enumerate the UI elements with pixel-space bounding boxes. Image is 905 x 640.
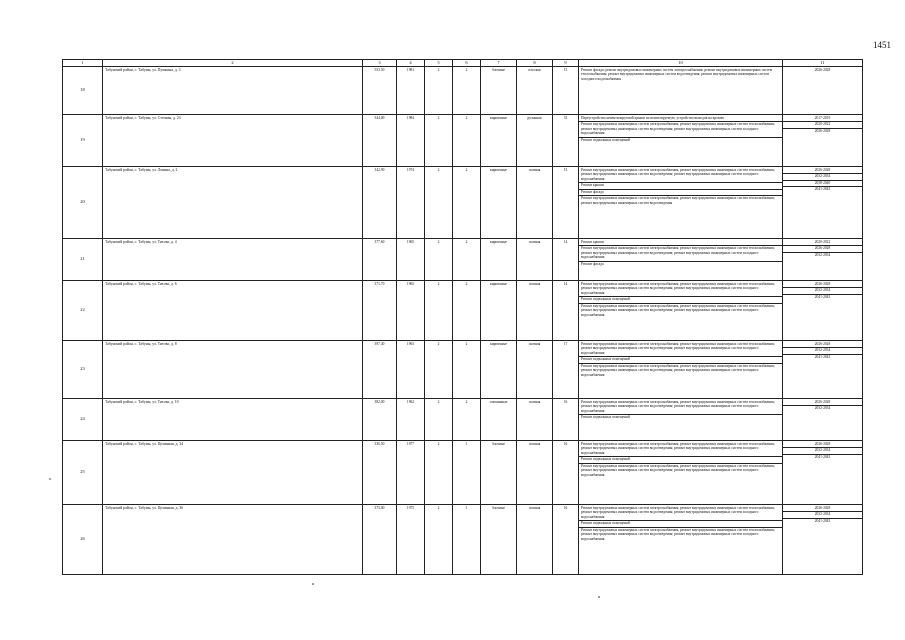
flats-cell: 16: [553, 440, 579, 504]
floors-cell: 2: [425, 238, 453, 280]
works-cell: [579, 166, 783, 238]
area-cell: 553,50: [363, 66, 397, 114]
col-num: 3: [363, 60, 397, 67]
work-item: Ремонт крыши: [579, 183, 782, 190]
area-cell: 382,00: [363, 398, 397, 440]
wall-material-cell: кирпичные: [481, 238, 517, 280]
address-cell: Табунский район, с. Табуны, ул. Титова, д. 8: [103, 340, 363, 398]
wall-material-cell: кирпичные: [481, 280, 517, 340]
work-item: Переустройство невентилируемой крыши на вентилируемую, устройство выходов на кровлю: [579, 116, 782, 123]
work-item: Ремонт внутридомовых инженерных систем электроснабжения; ремонт внутридомовых инженерных систем теплоснабжения; ремонт внутридомовых инженерных систем водоотведения; ремонт внутридомовых инженерных систем холодного водоснабжения: [579, 506, 782, 521]
row-number: 26: [63, 504, 103, 574]
col-num: 5: [425, 60, 453, 67]
years-cell: [783, 114, 863, 166]
repair-period: 2017-2019: [783, 116, 862, 123]
scan-speck: [49, 478, 51, 480]
years-cell: [783, 66, 863, 114]
roof-type-cell: рулонная: [517, 114, 553, 166]
address-cell: Табунский район, с. Табуны, ул. Целинная, д. 34: [103, 440, 363, 504]
works-cell: [579, 440, 783, 504]
scan-speck: [312, 583, 314, 585]
repair-period: 2026-2028: [783, 400, 862, 407]
repair-period: 2032-2034: [783, 512, 862, 519]
flats-cell: 14: [553, 238, 579, 280]
table-row: [63, 166, 863, 238]
row-number: 23: [63, 340, 103, 398]
col-num: 1: [63, 60, 103, 67]
col-num: 8: [517, 60, 553, 67]
years-cell: [783, 504, 863, 574]
works-cell: [579, 238, 783, 280]
work-item: Ремонт внутридомовых инженерных систем электроснабжения; ремонт внутридомовых инженерных систем теплоснабжения; ремонт внутридомовых инженерных систем водоотведения; ремонт внутридомовых инженерных систем холодного водоснабжения: [579, 442, 782, 457]
repair-period: 2026-2028: [783, 342, 862, 349]
build-year-cell: 1984: [397, 114, 425, 166]
wall-material-cell: кирпичные: [481, 166, 517, 238]
roof-type-cell: скатная: [517, 166, 553, 238]
area-cell: 377,60: [363, 238, 397, 280]
area-cell: 373,00: [363, 504, 397, 574]
work-item: Ремонт подвальных помещений: [579, 357, 782, 364]
row-number: 24: [63, 398, 103, 440]
area-cell: 344,00: [363, 114, 397, 166]
works-cell: [579, 280, 783, 340]
build-year-cell: 1975: [397, 504, 425, 574]
wall-material-cell: смешанные: [481, 398, 517, 440]
repair-period: 2026-2028: [814, 128, 831, 133]
work-item: Ремонт внутридомовых инженерных систем электроснабжения; ремонт внутридомовых инженерных систем теплоснабжения; ремонт внутридомовых инженерных систем водоотведения; ремонт внутридомовых инженерных систем холодного водоснабжения: [579, 168, 782, 183]
work-item: Ремонт подвальных помещений: [579, 457, 782, 464]
address-cell: Табунский район, с. Табуны, ул. Целинная, д. 36: [103, 504, 363, 574]
build-year-cell: 1974: [397, 166, 425, 238]
repair-period: 2026-2028: [783, 506, 862, 513]
entrances-cell: 2: [453, 166, 481, 238]
works-cell: [579, 340, 783, 398]
repair-period: 2041-2043: [814, 294, 831, 299]
works-cell: [579, 398, 783, 440]
years-cell: [783, 238, 863, 280]
flats-cell: 16: [553, 398, 579, 440]
work-item: Ремонт фасада: [581, 261, 604, 266]
repair-period: 2032-2034: [783, 174, 862, 181]
roof-type-cell: скатная: [517, 504, 553, 574]
repair-period: 2020-2022: [783, 240, 862, 247]
entrances-cell: 2: [453, 238, 481, 280]
table-row: [63, 504, 863, 574]
work-item: Ремонт внутридомовых инженерных систем электроснабжения; ремонт внутридомовых инженерных систем теплоснабжения; ремонт внутридомовых инженерных систем водоотведения; ремонт внутридомовых инженерных систем холодного водоснабжения: [581, 303, 775, 317]
row-number: 21: [63, 238, 103, 280]
work-item: Ремонт внутридомовых инженерных систем электроснабжения; ремонт внутридомовых инженерных систем теплоснабжения; ремонт внутридомовых инженерных систем водоотведения; ремонт внутридомовых инженерных систем холодного водоснабжения: [579, 122, 782, 137]
address-cell: Табунский район, с. Табуны, ул. Пушкина, д. 3: [103, 66, 363, 114]
entrances-cell: 2: [453, 66, 481, 114]
work-item: Ремонт внутридомовых инженерных систем электроснабжения; ремонт внутридомовых инженерных систем теплоснабжения; ремонт внутридомовых инженерных систем водоотведения: [581, 196, 775, 205]
col-num: 11: [783, 60, 863, 67]
address-cell: Табунский район, с. Табуны, ул. Ленина, д. 2: [103, 166, 363, 238]
entrances-cell: 2: [453, 398, 481, 440]
entrances-cell: 1: [453, 440, 481, 504]
address-cell: Табунский район, с. Табуны, ул. Титова, д. 10: [103, 398, 363, 440]
col-num: 4: [397, 60, 425, 67]
works-cell: [579, 114, 783, 166]
flats-cell: 14: [553, 280, 579, 340]
entrances-cell: 1: [453, 504, 481, 574]
work-item: Ремонт фасада: [579, 190, 782, 197]
repair-period: 2041-2043: [814, 454, 831, 459]
work-item: Ремонт подвальных помещений: [581, 137, 630, 142]
roof-type-cell: скатная: [517, 280, 553, 340]
repair-period: 2020-2022: [783, 122, 862, 129]
table-row: [63, 238, 863, 280]
years-cell: [783, 440, 863, 504]
floors-cell: 2: [425, 398, 453, 440]
col-num: 2: [103, 60, 363, 67]
table-row: [63, 280, 863, 340]
work-item: Ремонт внутридомовых инженерных систем электроснабжения; ремонт внутридомовых инженерных систем теплоснабжения; ремонт внутридомовых инженерных систем водоотведения; ремонт внутридомовых инженерных систем холодного водоснабжения: [579, 246, 782, 261]
years-cell: [783, 340, 863, 398]
col-num: 7: [481, 60, 517, 67]
table-row: [63, 398, 863, 440]
row-number: 25: [63, 440, 103, 504]
table-body: [63, 60, 863, 575]
wall-material-cell: блочные: [481, 440, 517, 504]
area-cell: 330,50: [363, 440, 397, 504]
build-year-cell: 1981: [397, 66, 425, 114]
wall-material-cell: кирпичные: [481, 114, 517, 166]
roof-type-cell: скатная: [517, 340, 553, 398]
repair-period: 2026-2028: [783, 442, 862, 449]
flats-cell: 17: [553, 340, 579, 398]
repair-period: 2032-2034: [814, 252, 831, 257]
row-number: 22: [63, 280, 103, 340]
build-year-cell: 1963: [397, 340, 425, 398]
area-cell: 397,40: [363, 340, 397, 398]
repair-period: 2026-2028: [783, 168, 862, 175]
entrances-cell: 2: [453, 114, 481, 166]
flats-cell: 15: [553, 166, 579, 238]
build-year-cell: 1962: [397, 398, 425, 440]
build-year-cell: 1965: [397, 280, 425, 340]
repair-period: 2026-2028: [783, 282, 862, 289]
work-item: Ремонт подвальных помещений: [581, 415, 630, 420]
years-cell: [783, 166, 863, 238]
build-year-cell: 1965: [397, 238, 425, 280]
address-cell: Табунский район, с. Табуны, ул. Титова, д. 4: [103, 238, 363, 280]
wall-material-cell: блочные: [481, 66, 517, 114]
row-number: 19: [63, 114, 103, 166]
roof-type-cell: скатная: [517, 238, 553, 280]
work-item: Ремонт подвальных помещений: [579, 521, 782, 528]
table-row: [63, 66, 863, 114]
years-cell: [783, 280, 863, 340]
row-number: 20: [63, 166, 103, 238]
col-num: 9: [553, 60, 579, 67]
work-item: Ремонт фасада; ремонт внутридомовых инженерных систем электроснабжения; ремонт внутридомовых инженерных систем теплоснабжения; ремонт внутридомовых инженерных систем водоотведения; ремонт внутридомовых инженерных систем холодного водоснабжения: [581, 67, 773, 81]
repair-period: 2032-2034: [783, 288, 862, 295]
wall-material-cell: кирпичные: [481, 340, 517, 398]
work-item: Ремонт внутридомовых инженерных систем электроснабжения; ремонт внутридомовых инженерных систем теплоснабжения; ремонт внутридомовых инженерных систем водоотведения; ремонт внутридомовых инженерных систем холодного водоснабжения: [581, 363, 775, 377]
roof-type-cell: плоская: [517, 66, 553, 114]
repair-period: 2038-2040: [783, 181, 862, 188]
repair-period: 2041-2043: [814, 187, 831, 192]
scan-speck: [598, 596, 600, 598]
floors-cell: 2: [425, 504, 453, 574]
repair-period: 2041-2043: [814, 354, 831, 359]
table-row: [63, 440, 863, 504]
address-cell: Табунский район, с. Табуны, ул. Степная, д. 23: [103, 114, 363, 166]
roof-type-cell: скатная: [517, 440, 553, 504]
row-number: 18: [63, 66, 103, 114]
build-year-cell: 1977: [397, 440, 425, 504]
floors-cell: 2: [425, 280, 453, 340]
repair-period: 2032-2034: [783, 348, 862, 355]
work-item: Ремонт внутридомовых инженерных систем электроснабжения; ремонт внутридомовых инженерных систем теплоснабжения; ремонт внутридомовых инженерных систем водоотведения; ремонт внутридомовых инженерных систем холодного водоснабжения: [579, 400, 782, 415]
work-item: Ремонт внутридомовых инженерных систем электроснабжения; ремонт внутридомовых инженерных систем теплоснабжения; ремонт внутридомовых инженерных систем водоотведения; ремонт внутридомовых инженерных систем холодного водоснабжения: [579, 342, 782, 357]
floors-cell: 2: [425, 66, 453, 114]
floors-cell: 2: [425, 166, 453, 238]
work-item: Ремонт внутридомовых инженерных систем электроснабжения; ремонт внутридомовых инженерных систем теплоснабжения; ремонт внутридомовых инженерных систем водоотведения; ремонт внутридомовых инженерных систем холодного водоснабжения: [581, 463, 775, 477]
work-item: Ремонт внутридомовых инженерных систем электроснабжения; ремонт внутридомовых инженерных систем теплоснабжения; ремонт внутридомовых инженерных систем водоотведения; ремонт внутридомовых инженерных систем холодного водоснабжения: [579, 282, 782, 297]
entrances-cell: 2: [453, 280, 481, 340]
column-number-row: [63, 60, 863, 67]
repair-period: 2041-2043: [814, 518, 831, 523]
table-row: [63, 340, 863, 398]
flats-cell: 15: [553, 66, 579, 114]
area-cell: 371,70: [363, 280, 397, 340]
page-number: 1451: [873, 40, 891, 50]
repair-period: 2026-2028: [783, 246, 862, 253]
flats-cell: 16: [553, 504, 579, 574]
area-cell: 342,90: [363, 166, 397, 238]
repair-period: 2032-2034: [814, 406, 831, 411]
col-num: 10: [579, 60, 783, 67]
col-num: 6: [453, 60, 481, 67]
works-cell: [579, 66, 783, 114]
roof-type-cell: скатная: [517, 398, 553, 440]
floors-cell: 2: [425, 114, 453, 166]
flats-cell: 31: [553, 114, 579, 166]
capital-repair-table: [62, 59, 863, 575]
entrances-cell: 2: [453, 340, 481, 398]
works-cell: [579, 504, 783, 574]
table-row: [63, 114, 863, 166]
address-cell: Табунский район, с. Табуны, ул. Титова, д. 6: [103, 280, 363, 340]
wall-material-cell: блочные: [481, 504, 517, 574]
floors-cell: 2: [425, 440, 453, 504]
work-item: Ремонт подвальных помещений: [579, 297, 782, 304]
work-item: Ремонт внутридомовых инженерных систем электроснабжения; ремонт внутридомовых инженерных систем теплоснабжения; ремонт внутридомовых инженерных систем водоотведения; ремонт внутридомовых инженерных систем холодного водоснабжения: [581, 527, 775, 541]
repair-period: 2032-2034: [783, 448, 862, 455]
work-item: Ремонт крыши: [579, 240, 782, 247]
years-cell: [783, 398, 863, 440]
floors-cell: 2: [425, 340, 453, 398]
repair-period: 2026-2028: [814, 67, 831, 72]
